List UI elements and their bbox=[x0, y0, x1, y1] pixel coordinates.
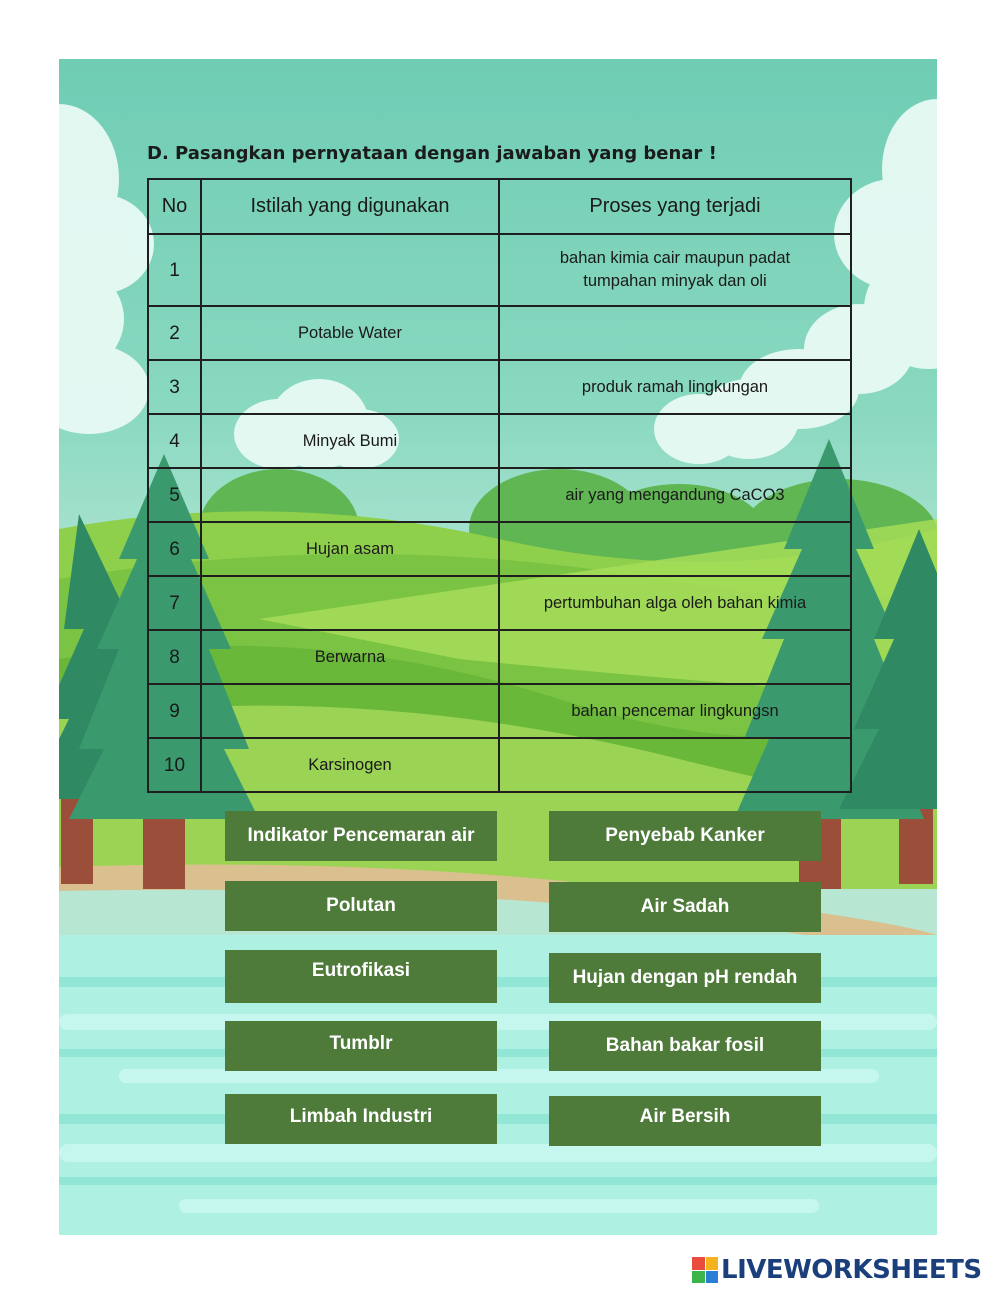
term-cell: Potable Water bbox=[201, 306, 499, 360]
table-row bbox=[148, 522, 851, 576]
row-number: 2 bbox=[148, 306, 201, 360]
table-row bbox=[148, 414, 851, 468]
worksheet-title: D. Pasangkan pernyataan dengan jawaban yang benar ! bbox=[147, 143, 717, 164]
answer-chip-tumblr[interactable]: Tumblr bbox=[225, 1021, 497, 1071]
liveworksheets-logo-icon bbox=[692, 1257, 718, 1283]
table-row bbox=[148, 234, 851, 306]
answer-chip-indikator-pencemaran-air[interactable]: Indikator Pencemaran air bbox=[225, 811, 497, 861]
row-number: 8 bbox=[148, 630, 201, 684]
row-number: 4 bbox=[148, 414, 201, 468]
term-drop-slot[interactable] bbox=[201, 576, 499, 630]
process-cell: bahan pencemar lingkungsn bbox=[499, 684, 851, 738]
row-number: 6 bbox=[148, 522, 201, 576]
process-cell: produk ramah lingkungan bbox=[499, 360, 851, 414]
term-drop-slot[interactable] bbox=[201, 468, 499, 522]
process-drop-slot[interactable] bbox=[499, 738, 851, 792]
header-no: No bbox=[148, 179, 201, 234]
process-cell bbox=[499, 234, 851, 306]
row-number: 7 bbox=[148, 576, 201, 630]
answer-chip-air-bersih[interactable]: Air Bersih bbox=[549, 1096, 821, 1146]
term-cell: Hujan asam bbox=[201, 522, 499, 576]
worksheet-page bbox=[59, 59, 937, 1235]
table-row bbox=[148, 576, 851, 630]
row-number: 10 bbox=[148, 738, 201, 792]
matching-table bbox=[147, 178, 852, 793]
answer-chip-hujan-dengan-ph-rendah[interactable]: Hujan dengan pH rendah bbox=[549, 953, 821, 1003]
header-term: Istilah yang digunakan bbox=[201, 179, 499, 234]
answer-chip-bahan-bakar-fosil[interactable]: Bahan bakar fosil bbox=[549, 1021, 821, 1071]
answer-chip-air-sadah[interactable]: Air Sadah bbox=[549, 882, 821, 932]
brand-name: LIVEWORKSHEETS bbox=[721, 1255, 982, 1285]
term-cell: Karsinogen bbox=[201, 738, 499, 792]
row-number: 3 bbox=[148, 360, 201, 414]
term-cell: Minyak Bumi bbox=[201, 414, 499, 468]
logo-square-red bbox=[692, 1257, 705, 1270]
row-number: 1 bbox=[148, 234, 201, 306]
table-row bbox=[148, 360, 851, 414]
row-number: 9 bbox=[148, 684, 201, 738]
table-row bbox=[148, 306, 851, 360]
process-cell: pertumbuhan alga oleh bahan kimia bbox=[499, 576, 851, 630]
answer-chip-polutan[interactable]: Polutan bbox=[225, 881, 497, 931]
process-cell: air yang mengandung CaCO3 bbox=[499, 468, 851, 522]
answer-chip-limbah-industri[interactable]: Limbah Industri bbox=[225, 1094, 497, 1144]
table-row bbox=[148, 468, 851, 522]
process-drop-slot[interactable] bbox=[499, 630, 851, 684]
term-cell: Berwarna bbox=[201, 630, 499, 684]
table-row bbox=[148, 630, 851, 684]
table-row bbox=[148, 684, 851, 738]
row-number: 5 bbox=[148, 468, 201, 522]
process-line: bahan kimia cair maupun padat tumpahan minyak dan oli bbox=[559, 249, 791, 290]
logo-square-yellow bbox=[706, 1257, 719, 1270]
liveworksheets-brand[interactable] bbox=[692, 1254, 982, 1286]
table-header-row bbox=[148, 179, 851, 234]
answer-chip-eutrofikasi[interactable]: Eutrofikasi bbox=[225, 950, 497, 1003]
answer-chip-penyebab-kanker[interactable]: Penyebab Kanker bbox=[549, 811, 821, 861]
logo-square-blue bbox=[706, 1271, 719, 1284]
header-process: Proses yang terjadi bbox=[499, 179, 851, 234]
process-drop-slot[interactable] bbox=[499, 522, 851, 576]
process-drop-slot[interactable] bbox=[499, 306, 851, 360]
term-drop-slot[interactable] bbox=[201, 360, 499, 414]
table-row bbox=[148, 738, 851, 792]
process-drop-slot[interactable] bbox=[499, 414, 851, 468]
logo-square-green bbox=[692, 1271, 705, 1284]
term-drop-slot[interactable] bbox=[201, 684, 499, 738]
term-drop-slot[interactable] bbox=[201, 234, 499, 306]
